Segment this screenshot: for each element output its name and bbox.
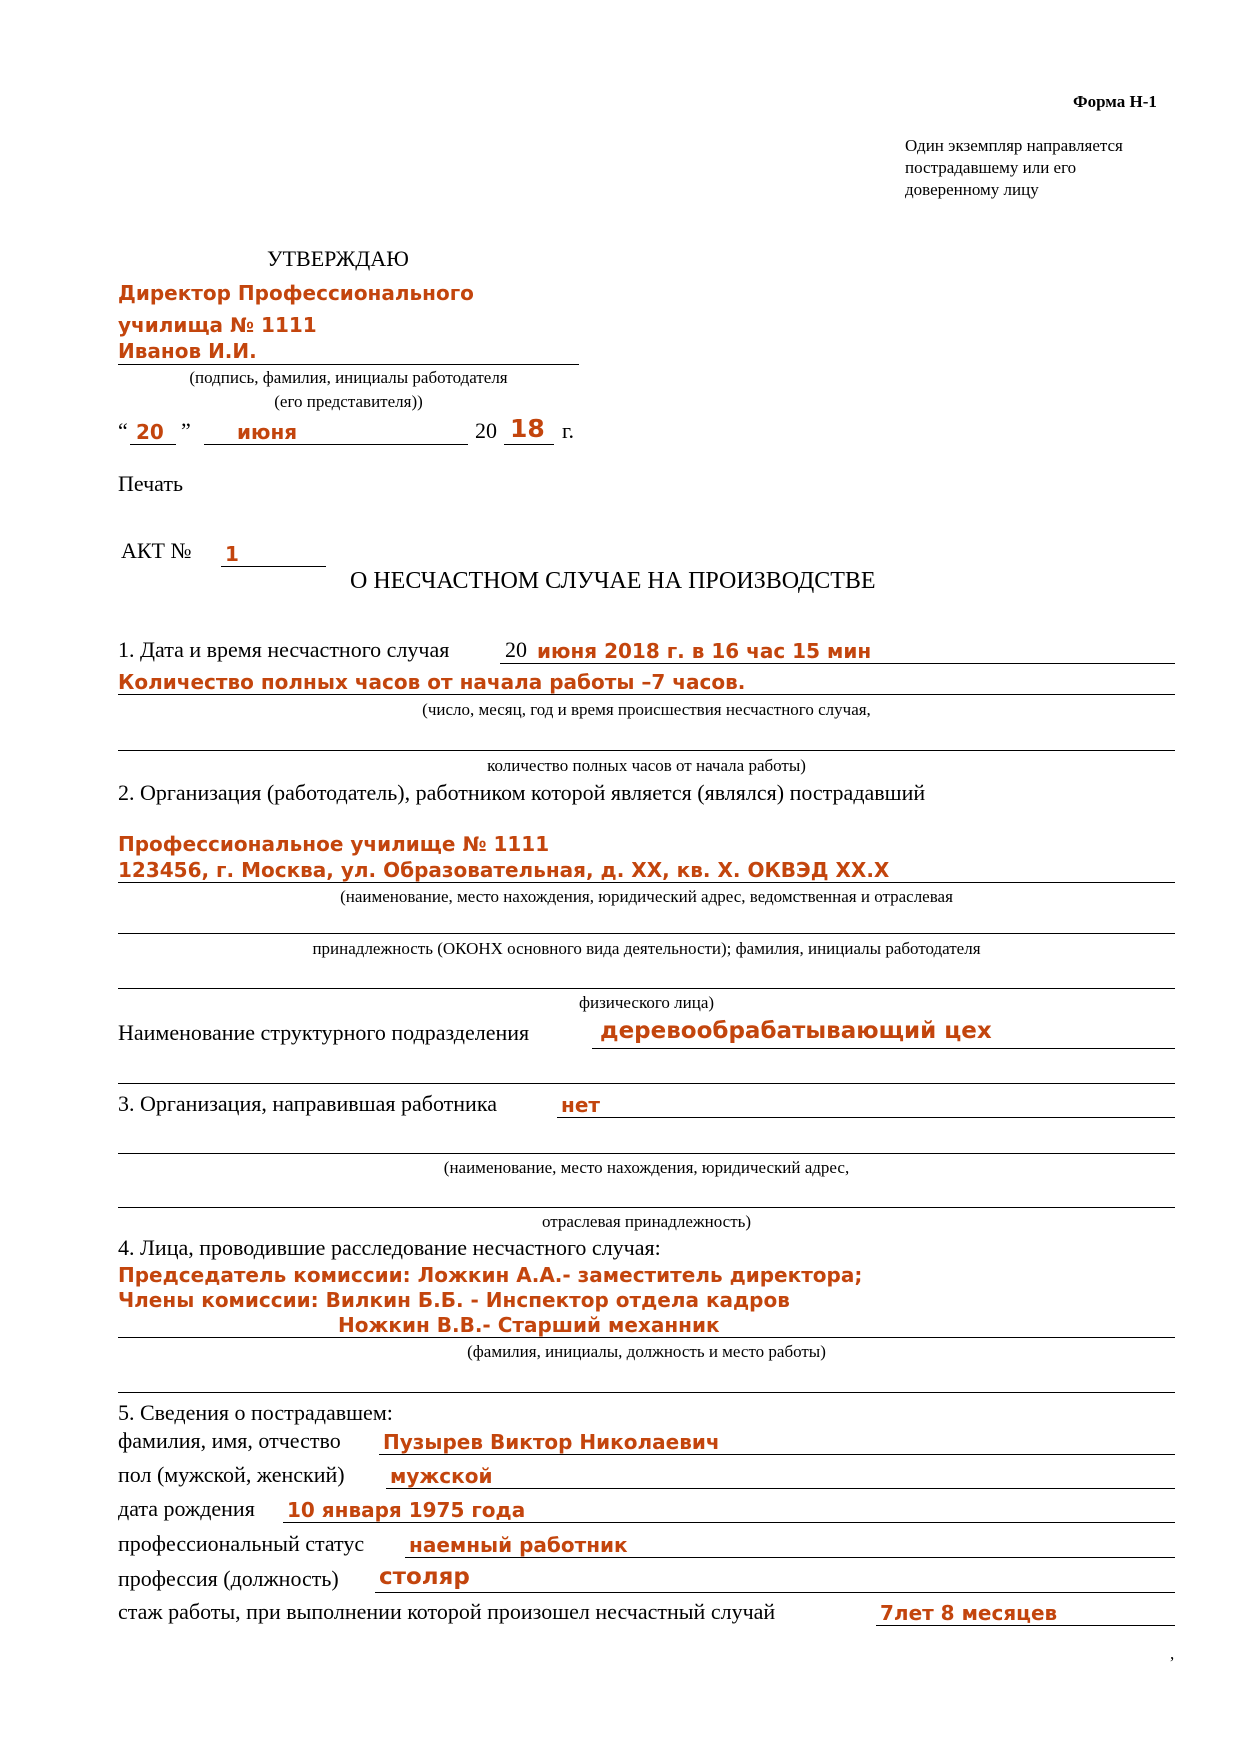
section1-hours-line [118, 694, 1175, 695]
section2-org-address: 123456, г. Москва, ул. Образовательная, д. ХХ, кв. Х. ОКВЭД ХХ.Х [118, 858, 890, 882]
year-line [504, 444, 554, 445]
approver-caption-line2: (его представителя)) [274, 392, 423, 411]
section4-member2: Ножкин В.В.- Старший механник [338, 1313, 720, 1337]
approver-name: Иванов И.И. [118, 339, 257, 363]
section3-label: 3. Организация, направившая работника [118, 1091, 497, 1116]
month-line [204, 444, 468, 445]
section2-org-line [118, 882, 1175, 883]
approve-day: 20 [136, 420, 164, 444]
section1-caption2: количество полных часов от начала работы) [487, 756, 806, 775]
victim-birth-value: 10 января 1975 года [287, 1498, 526, 1522]
stamp-label: Печать [118, 471, 184, 496]
section1-blank-line [118, 750, 1175, 751]
trailing-mark: , [1170, 1644, 1175, 1663]
victim-fio-line [379, 1454, 1175, 1455]
section2-label: 2. Организация (работодатель), работником которой является (являлся) пострадавший [118, 780, 926, 805]
section2-caption2: принадлежность (ОКОНХ основного вида деятельности); фамилия, инициалы работодателя [312, 939, 981, 958]
section1-date-value: июня 2018 г. в 16 час 15 мин [537, 639, 872, 663]
approver-position-line2: училища № 1111 [118, 313, 317, 337]
section3-blank-line1 [118, 1153, 1175, 1154]
victim-birth-label: дата рождения [118, 1496, 255, 1521]
victim-experience-value: 7лет 8 месяцев [880, 1601, 1058, 1625]
victim-status-value: наемный работник [409, 1533, 628, 1557]
section2-caption1: (наименование, место нахождения, юридический адрес, ведомственная и отраслевая [340, 887, 953, 906]
section4-label: 4. Лица, проводившие расследование несчастного случая: [118, 1235, 661, 1260]
section4-line [118, 1337, 1175, 1338]
section3-caption2: отраслевая принадлежность) [541, 1212, 752, 1231]
victim-sex-value: мужской [390, 1464, 493, 1488]
section3-blank-line2 [118, 1207, 1175, 1208]
victim-birth-line [283, 1522, 1175, 1523]
victim-status-line [405, 1557, 1175, 1558]
day-line [130, 444, 176, 445]
section1-label: 1. Дата и время несчастного случая [118, 637, 450, 662]
section2-blank-line3 [118, 1083, 1175, 1084]
section1-hours: Количество полных часов от начала работы –7 часов. [118, 670, 746, 694]
section4-caption: (фамилия, инициалы, должность и место работы) [467, 1342, 826, 1361]
section2-org-name: Профессиональное училище № 1111 [118, 832, 550, 856]
year-unit: г. [562, 418, 575, 443]
victim-sex-label: пол (мужской, женский) [118, 1462, 345, 1487]
approver-position-line1: Директор Профессионального [118, 281, 474, 305]
approver-caption-line1: (подпись, фамилия, инициалы работодателя [189, 368, 508, 387]
victim-profession-line [375, 1592, 1175, 1593]
section4-members: Члены комиссии: Вилкин Б.Б. - Инспектор отдела кадров [118, 1288, 790, 1312]
copy-note-line: пострадавшему или его [905, 158, 1077, 177]
section2-blank-line2 [118, 988, 1175, 989]
copy-note [905, 135, 1123, 201]
approve-title: УТВЕРЖДАЮ [267, 246, 409, 271]
section1-date-line [500, 663, 1175, 664]
section3-line [557, 1117, 1175, 1118]
section1-caption1: (число, месяц, год и время происшествия несчастного случая, [422, 700, 871, 719]
section2-caption3: физического лица) [578, 993, 715, 1012]
section2-blank-line1 [118, 933, 1175, 934]
victim-status-label: профессиональный статус [118, 1531, 365, 1556]
act-number-line [221, 566, 326, 567]
section1-date-prefix: 20 [505, 637, 527, 662]
victim-fio-value: Пузырев Виктор Николаевич [383, 1430, 720, 1454]
copy-note-line: доверенному лицу [905, 180, 1039, 199]
form-label: Форма Н-1 [1073, 92, 1157, 111]
section4-chair: Председатель комиссии: Ложкин А.А.- заместитель директора; [118, 1263, 863, 1287]
section4-blank-line [118, 1392, 1175, 1393]
act-number: 1 [225, 542, 239, 566]
victim-fio-label: фамилия, имя, отчество [118, 1428, 341, 1453]
approver-signature-line [118, 364, 579, 365]
section3-value: нет [561, 1093, 600, 1117]
victim-experience-line [876, 1625, 1175, 1626]
copy-note-line: Один экземпляр направляется [905, 136, 1123, 155]
act-title: О НЕСЧАСТНОМ СЛУЧАЕ НА ПРОИЗВОДСТВЕ [350, 568, 876, 594]
section5-label: 5. Сведения о пострадавшем: [118, 1400, 393, 1425]
victim-experience-label: стаж работы, при выполнении которой произошел несчастный случай [118, 1599, 776, 1624]
section2-unit-value: деревообрабатывающий цех [600, 1018, 992, 1044]
year-suffix: 18 [510, 414, 545, 443]
section2-unit-label: Наименование структурного подразделения [118, 1020, 530, 1045]
section2-unit-line [592, 1048, 1175, 1049]
year-prefix: 20 [475, 418, 497, 443]
section3-caption1: (наименование, место нахождения, юридический адрес, [443, 1158, 850, 1177]
victim-sex-line [386, 1488, 1175, 1489]
quote-close: ” [181, 418, 191, 443]
victim-profession-value: столяр [379, 1564, 470, 1590]
approve-month: июня [237, 420, 298, 444]
victim-profession-label: профессия (должность) [118, 1566, 339, 1591]
act-label: АКТ № [121, 538, 192, 563]
quote-open: “ [118, 418, 128, 443]
